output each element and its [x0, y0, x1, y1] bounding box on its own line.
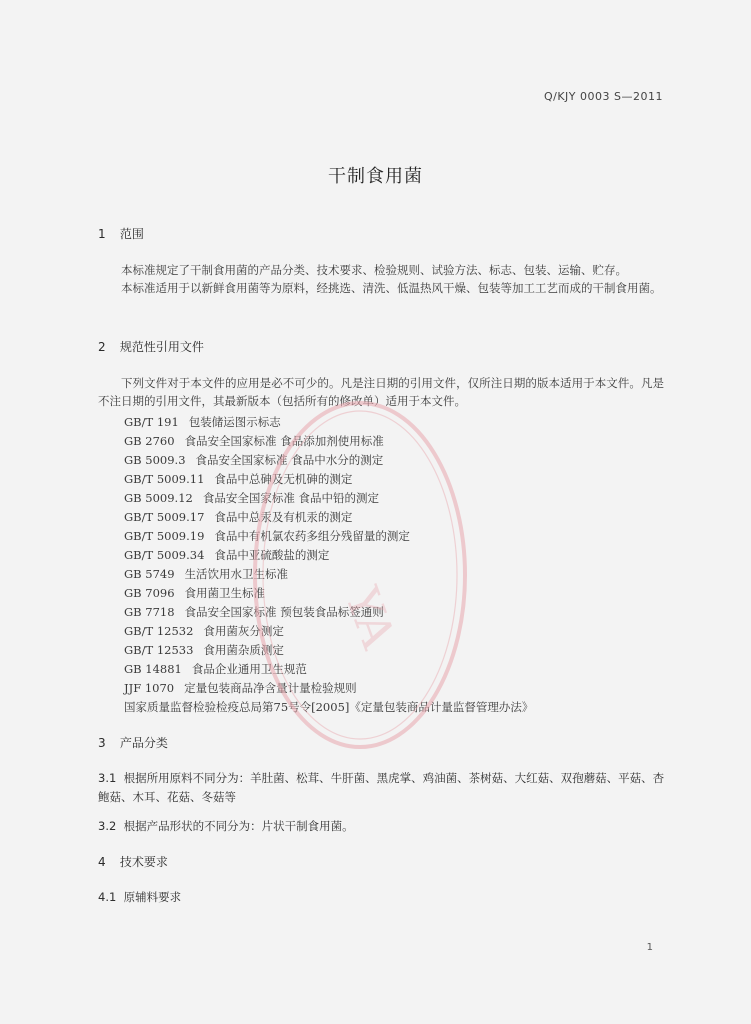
reference-item	[124, 413, 533, 432]
reference-item	[124, 641, 533, 660]
reference-item	[124, 451, 533, 470]
reference-item	[124, 565, 533, 584]
reference-item	[124, 470, 533, 489]
reference-title: 食品安全国家标准 预包装食品标签通则	[184, 605, 384, 619]
reference-code: GB/T 5009.19	[124, 529, 205, 543]
section-number: 2	[98, 340, 106, 354]
reference-title: 定量包装商品净含量计量检验规则	[184, 681, 357, 695]
reference-title: 食品安全国家标准 食品中铅的测定	[202, 491, 380, 505]
svg-text:YA: YA	[334, 580, 406, 656]
clause-3-2	[98, 817, 668, 836]
section-number: 3	[98, 736, 106, 750]
reference-title: 国家质量监督检验检疫总局第75号令[2005]《定量包装商品计量监督管理办法》	[124, 700, 534, 714]
reference-item	[124, 432, 533, 451]
section-number: 1	[98, 227, 106, 241]
reference-title: 生活饮用水卫生标准	[184, 567, 289, 581]
clause-text: 根据产品形状的不同分为：片状干制食用菌。	[123, 819, 354, 833]
clause-text: 根据所用原料不同分为：羊肚菌、松茸、牛肝菌、黑虎掌、鸡油菌、茶树菇、大红菇、双孢蘑菇、平菇、杏鲍菇、木耳、花菇、冬菇等	[98, 771, 665, 804]
reference-item	[124, 679, 533, 698]
reference-code: GB/T 5009.11	[124, 472, 205, 486]
section-title: 技术要求	[119, 855, 168, 869]
reference-code: GB 5009.3	[124, 453, 186, 467]
reference-code: GB 7096	[124, 586, 175, 600]
reference-item	[124, 660, 533, 679]
reference-item	[124, 527, 533, 546]
reference-code: GB 14881	[124, 662, 182, 676]
page-number: 1	[646, 942, 653, 953]
reference-title: 食品中总汞及有机汞的测定	[214, 510, 353, 524]
reference-title: 食品中总砷及无机砷的测定	[214, 472, 353, 486]
reference-title: 食品企业通用卫生规范	[191, 662, 307, 676]
reference-code: GB/T 5009.17	[124, 510, 205, 524]
section-3-heading	[98, 734, 168, 751]
section-title: 产品分类	[119, 736, 168, 750]
reference-item	[124, 584, 533, 603]
reference-item	[124, 603, 533, 622]
standard-code: Q/KJY 0003 S—2011	[543, 90, 663, 103]
section-title: 规范性引用文件	[119, 340, 204, 354]
section-4-heading	[98, 853, 168, 870]
normative-references-list	[124, 413, 533, 717]
section-title: 范围	[119, 227, 144, 241]
reference-title: 食用菌杂质测定	[203, 643, 284, 657]
reference-code: GB 7718	[124, 605, 175, 619]
section-1-heading	[98, 225, 144, 242]
reference-title: 包装储运图示标志	[188, 415, 281, 429]
clause-number: 4.1	[98, 890, 117, 904]
reference-title: 食用菌卫生标准	[184, 586, 266, 600]
document-title: 干制食用菌	[328, 166, 423, 187]
reference-title: 食品安全国家标准 食品中水分的测定	[195, 453, 384, 467]
section-number: 4	[98, 855, 106, 869]
section-1-paragraph-1: 本标准规定了干制食用菌的产品分类、技术要求、检验规则、试验方法、标志、包装、运输、贮存。	[121, 263, 627, 277]
reference-title: 食品中亚硫酸盐的测定	[214, 548, 330, 562]
clause-number: 3.1	[98, 771, 117, 785]
reference-title: 食用菌灰分测定	[203, 624, 284, 638]
reference-code: JJF 1070	[124, 681, 175, 695]
reference-code: GB/T 5009.34	[124, 548, 205, 562]
reference-code: GB/T 191	[124, 415, 179, 429]
reference-item	[124, 546, 533, 565]
reference-title: 食品中有机氯农药多组分残留量的测定	[214, 529, 410, 543]
reference-item	[124, 622, 533, 641]
reference-code: GB/T 12533	[124, 643, 194, 657]
clause-4-1	[98, 888, 668, 907]
reference-title: 食品安全国家标准 食品添加剂使用标准	[184, 434, 384, 448]
reference-item	[124, 508, 533, 527]
reference-item	[124, 489, 533, 508]
reference-item	[124, 698, 533, 717]
reference-code: GB 2760	[124, 434, 175, 448]
reference-code: GB 5749	[124, 567, 175, 581]
reference-code: GB/T 12532	[124, 624, 194, 638]
clause-3-1	[98, 769, 668, 807]
section-2-heading	[98, 338, 204, 355]
clause-number: 3.2	[98, 819, 117, 833]
clause-text: 原辅料要求	[123, 890, 182, 904]
section-1-paragraph-2: 本标准适用于以新鲜食用菌等为原料，经挑选、清洗、低温热风干燥、包装等加工工艺而成的干制食用菌。	[121, 281, 662, 295]
section-2-intro: 下列文件对于本文件的应用是必不可少的。凡是注日期的引用文件，仅所注日期的版本适用于本文件。凡是不注日期的引用文件，其最新版本（包括所有的修改单）适用于本文件。	[98, 376, 664, 408]
reference-code: GB 5009.12	[124, 491, 193, 505]
